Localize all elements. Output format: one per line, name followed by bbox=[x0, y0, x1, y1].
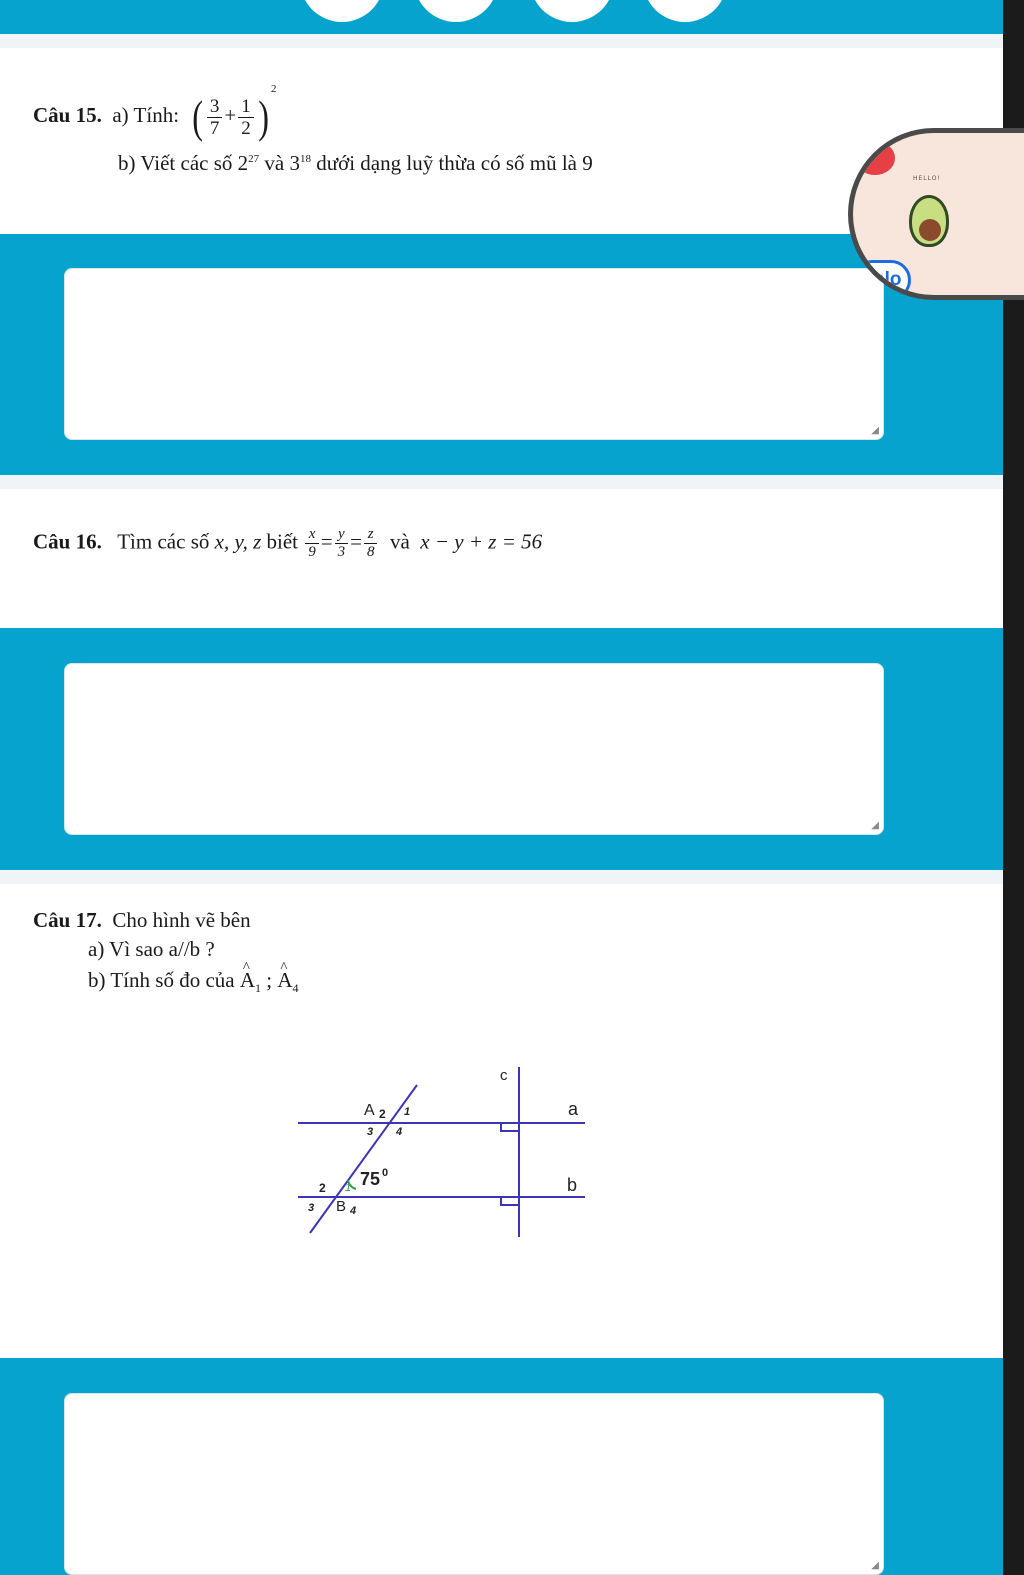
separator: ; bbox=[266, 968, 273, 992]
equals-sign: = bbox=[350, 529, 362, 554]
exponent: 2 bbox=[271, 83, 277, 95]
label-b: b bbox=[567, 1175, 578, 1195]
fraction-1-2: $\frac{1}{2}$ bbox=[238, 96, 254, 139]
angle-a4: ^ $A_4$ bbox=[277, 967, 298, 1001]
toolbar-circle[interactable] bbox=[530, 0, 614, 22]
question-17-part-a bbox=[88, 936, 215, 962]
answer-input-17[interactable] bbox=[64, 1393, 884, 1575]
question-16-text2: biết bbox=[266, 529, 299, 554]
fraction-y-3: $\frac{y}{3}$ bbox=[335, 526, 349, 561]
and-word: và bbox=[264, 151, 285, 175]
angle-value: 75 bbox=[360, 1169, 381, 1189]
resize-handle-icon[interactable]: ◢ bbox=[871, 820, 879, 831]
toolbar-circle[interactable] bbox=[300, 0, 384, 22]
question-17-part-b bbox=[88, 967, 299, 1001]
label-point-b: B bbox=[336, 1198, 347, 1215]
label-a: a bbox=[568, 1099, 579, 1119]
answer-input-16[interactable] bbox=[64, 663, 884, 835]
part-b-prefix: b) Viết các số bbox=[118, 151, 233, 175]
question-16-text bbox=[33, 526, 542, 561]
label-c: c bbox=[500, 1067, 508, 1084]
toolbar-circle[interactable] bbox=[643, 0, 727, 22]
and-word: và bbox=[389, 529, 410, 554]
fraction-3-7: $\frac{3}{7}$ bbox=[207, 96, 223, 139]
question-17-b-prefix: b) Tính số đo của bbox=[88, 968, 235, 992]
label-b1: 1 bbox=[345, 1182, 352, 1194]
label-point-a: A bbox=[364, 1102, 375, 1119]
resize-handle-icon[interactable]: ◢ bbox=[871, 1560, 879, 1571]
question-17-intro bbox=[33, 907, 251, 933]
top-toolbar bbox=[0, 0, 1003, 34]
right-angle-mark-b bbox=[501, 1197, 519, 1205]
left-paren: ( bbox=[191, 91, 203, 143]
label-a1: 1 bbox=[404, 1106, 411, 1118]
fraction-z-8: $\frac{z}{8}$ bbox=[364, 526, 378, 561]
power-3-18: $3^{18}$ bbox=[289, 151, 311, 175]
label-b3: 3 bbox=[308, 1202, 315, 1214]
right-angle-mark-a bbox=[501, 1123, 519, 1131]
answer-input-15[interactable] bbox=[64, 268, 884, 440]
label-a3: 3 bbox=[367, 1126, 374, 1138]
right-paren: ) bbox=[258, 91, 269, 143]
angle-a1: ^ $A_1$ bbox=[240, 967, 261, 1001]
label-a2: 2 bbox=[379, 1107, 386, 1121]
question-15-part-b bbox=[118, 146, 593, 176]
toolbar-circle[interactable] bbox=[414, 0, 498, 22]
part-a-prefix: a) Tính: bbox=[112, 103, 180, 127]
zalo-logo[interactable]: Zalo bbox=[853, 260, 911, 300]
question-16-text1: Tìm các số bbox=[117, 529, 210, 554]
label-b2: 2 bbox=[319, 1181, 326, 1195]
fraction-x-9: $\frac{x}{9}$ bbox=[305, 526, 319, 561]
resize-handle-icon[interactable]: ◢ bbox=[871, 425, 879, 436]
notification-badge-icon bbox=[855, 141, 895, 175]
question-17-intro-text: Cho hình vẽ bên bbox=[112, 908, 251, 932]
parallel-lines-figure bbox=[290, 1055, 610, 1245]
part-b-suffix: dưới dạng luỹ thừa có số mũ là 9 bbox=[316, 151, 593, 175]
power-2-27: $2^{27}$ bbox=[237, 151, 260, 175]
question-16-label: Câu 16. bbox=[33, 529, 102, 554]
question-16-vars: x, y, z bbox=[214, 529, 262, 554]
equation: x − y + z = 56 bbox=[420, 529, 543, 554]
widget-greeting: HELLO! bbox=[913, 175, 941, 182]
question-17-a-text: a) Vì sao a//b ? bbox=[88, 937, 215, 961]
label-b4: 4 bbox=[350, 1205, 357, 1217]
zalo-chat-widget[interactable] bbox=[848, 128, 1024, 300]
angle-degree: 0 bbox=[382, 1167, 389, 1179]
equals-sign: = bbox=[320, 529, 333, 554]
question-15-part-a bbox=[33, 76, 277, 143]
question-17-label: Câu 17. bbox=[33, 908, 102, 932]
label-a4: 4 bbox=[396, 1126, 403, 1138]
plus-sign: + bbox=[224, 103, 237, 127]
avocado-seed-icon bbox=[919, 219, 941, 241]
question-15-label: Câu 15. bbox=[33, 103, 102, 127]
